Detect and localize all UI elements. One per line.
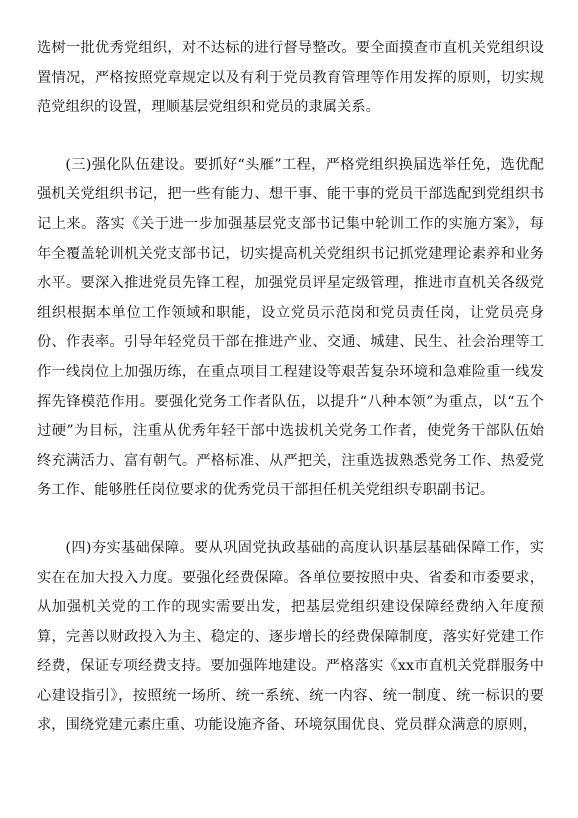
paragraph-party-organization-setup: 选树一批优秀党组织，对不达标的进行督导整改。要全面摸查市直机关党组织设置情况，严格按照党章规定以及有利于党员教育管理等作用发挥的原则，切实规范党组织的设置，理顺基层党组织和党员的隶属关系。 xyxy=(37,40,544,116)
paragraph-team-building: (三)强化队伍建设。要抓好“头雁”工程，严格党组织换届选举任免，选优配强机关党组织书记，把一些有能力、想干事、能干事的党员干部选配到党组织书记上来。落实《关于进一步加强基层党支部书记集中轮训工作的实施方案》，每年全覆盖轮训机关党支部书记，切实提高机关党组织书记抓党建理论素养和业务水平。要深入推进党员先锋工程，加强党员评星定级管理，推进市直机关各级党组织根据本单位工作领域和职能，设立党员示范岗和党员责任岗，让党员亮身份、作表率。引导年轻党员干部在推进产业、交通、城建、民生、社会治理等工作一线岗位上加强历练，在重点项目工程建设等艰苦复杂环境和急难险重一线发挥先锋模范作用。要强化党务工作者队伍，以提升“八种本领”为重点，以“五个过硬”为目标，注重从优秀年轻干部中选拔机关党务工作者，使党务干部队伍始终充满活力、富有朝气。严格标准、从严把关，注重选拔熟悉党务工作、热爱党务工作、能够胜任岗位要求的优秀党员干部担任机关党组织专职副书记。 xyxy=(37,156,544,499)
paragraph-basic-guarantee: (四)夯实基础保障。要从巩固党执政基础的高度认识基层基础保障工作，实实在在加大投入力度。要强化经费保障。各单位要按照中央、省委和市委要求，从加强机关党的工作的现实需要出发，把基层党组织建设保障经费纳入年度预算，完善以财政投入为主、稳定的、逐步增长的经费保障制度，落实好党建工作经费，保证专项经费支持。要加强阵地建设。严格落实《xx市直机关党群服务中心建设指引》，按照统一场所、统一系统、统一内容、统一制度、统一标识的要求，围绕党建元素庄重、功能设施齐备、环境氛围优良、党员群众满意的原则， xyxy=(37,539,544,734)
